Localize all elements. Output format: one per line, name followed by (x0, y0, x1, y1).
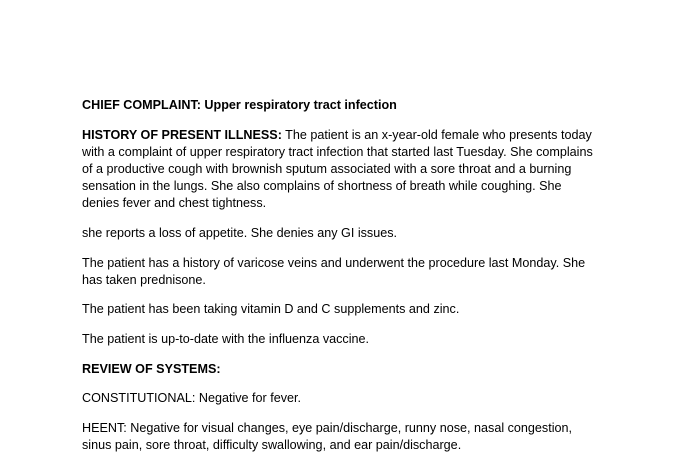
vaccine-paragraph: The patient is up-to-date with the influenza vaccine. (82, 331, 370, 346)
supplements-paragraph: The patient has been taking vitamin D and C supplements and zinc. (82, 302, 460, 317)
ros-heent: HEENT: Negative for visual changes, eye pain/discharge, runny nose, nasal congestion, sinus pain, sore throat, difficulty swallowing, and ear pain/discharge. (82, 420, 573, 452)
hpi-heading: HISTORY OF PRESENT ILLNESS: (82, 127, 282, 142)
document-body (82, 97, 602, 467)
hpi-paragraph (82, 127, 602, 213)
appetite-paragraph: she reports a loss of appetite. She denies any GI issues. (82, 226, 398, 240)
ros-constitutional: CONSTITUTIONAL: Negative for fever. (82, 391, 302, 406)
history-paragraph: The patient has a history of varicose veins and underwent the procedure last Monday. She has taken prednisone. (82, 255, 586, 287)
chief-complaint-heading: CHIEF COMPLAINT: Upper respiratory tract infection (82, 98, 397, 112)
ros-heading: REVIEW OF SYSTEMS: (82, 361, 221, 376)
hpi-text: The patient is an x-year-old female who presents today with a complaint of upper respiratory tract infection that started last Tuesday. She complains of a productive cough with brownish sputum associated with a sore throat and a burning sensation in the lungs. She also complains of shortness of breath while coughing. She denies fever and chest tightness. (82, 127, 593, 211)
